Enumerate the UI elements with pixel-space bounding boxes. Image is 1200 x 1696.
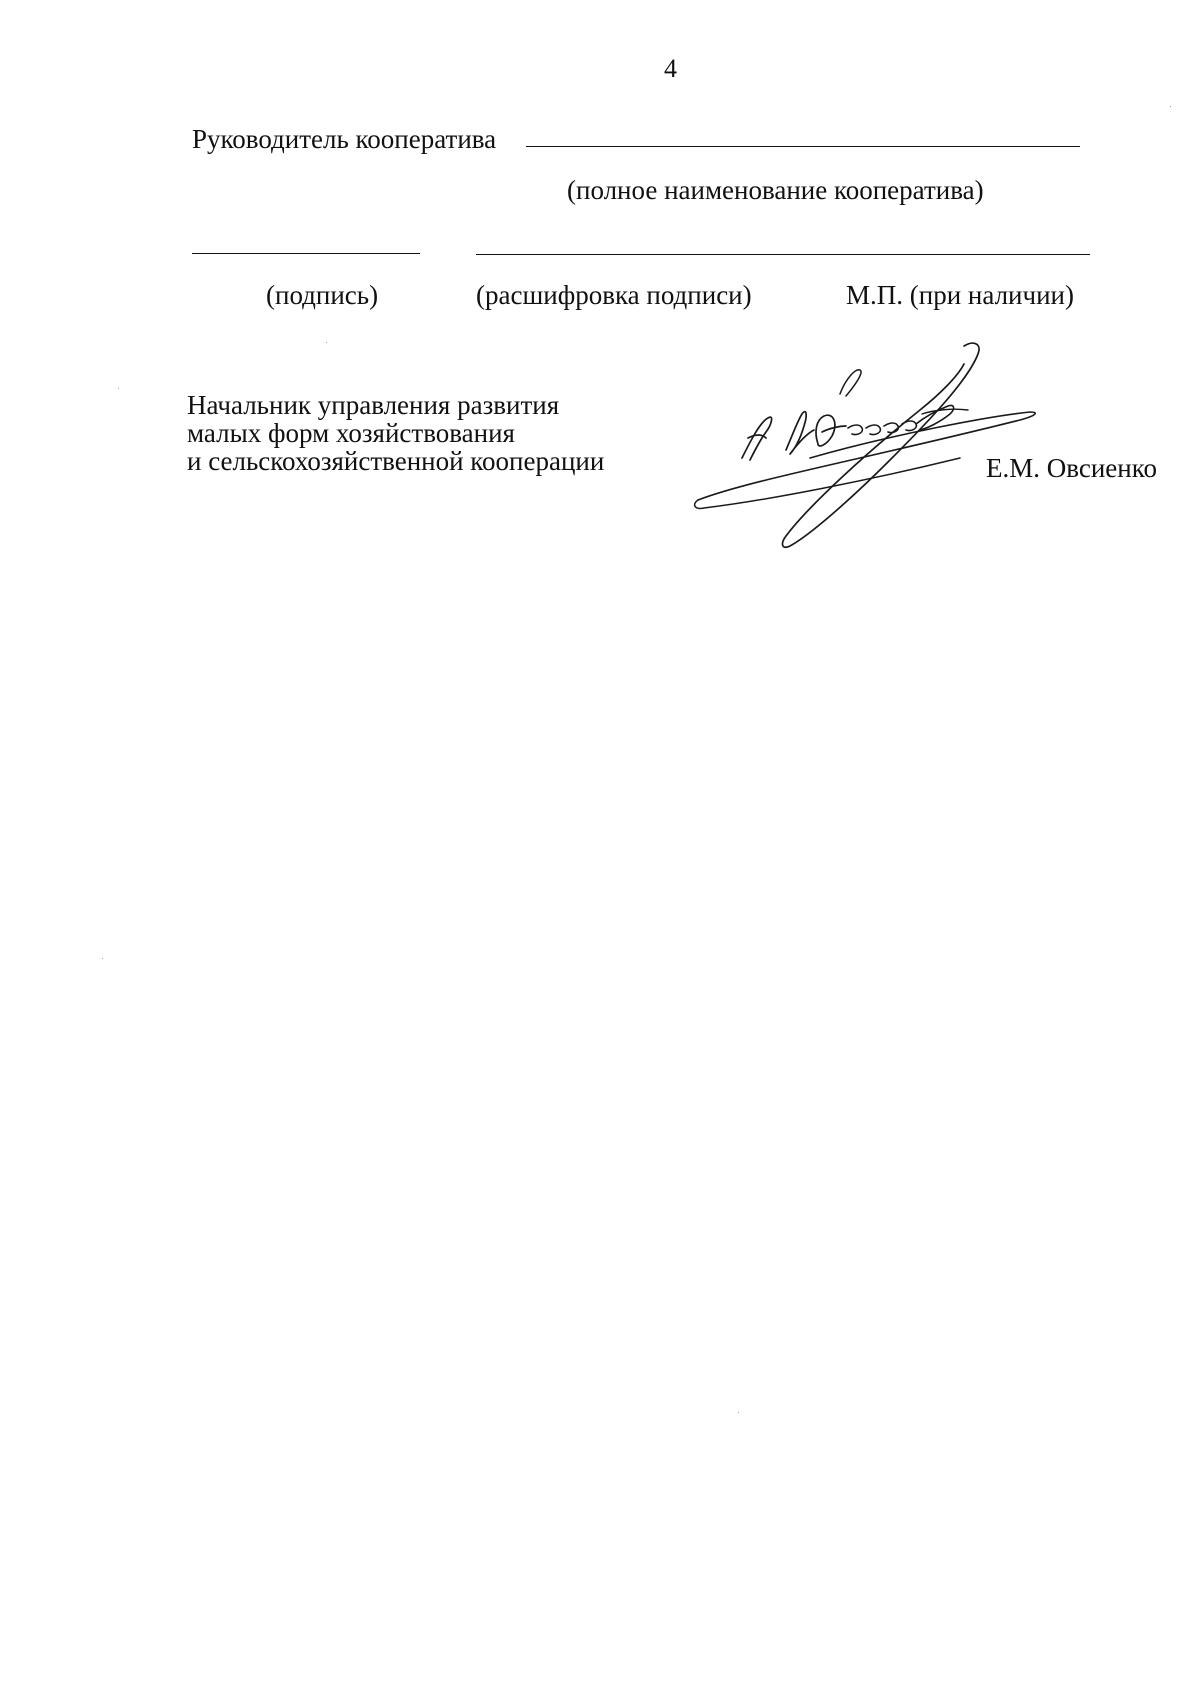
handwritten-signature [690, 340, 1080, 550]
signature-caption: (подпись) [266, 280, 379, 310]
cooperative-head-label: Руководитель кооператива [192, 124, 497, 154]
official-name: Е.М. Овсиенко [986, 453, 1157, 483]
signature-stroke [816, 415, 846, 446]
scan-speck [118, 388, 119, 389]
signature-decode-line [476, 254, 1090, 255]
signature-stroke [840, 370, 861, 396]
signature-decode-caption: (расшифровка подписи) [476, 280, 752, 310]
signature-stroke [698, 412, 1035, 500]
signature-stroke [848, 421, 916, 435]
signature-stroke [922, 409, 968, 414]
org-name-line [526, 146, 1080, 147]
official-title-line: Начальник управления развития [187, 390, 560, 420]
stamp-caption: М.П. (при наличии) [846, 280, 1074, 310]
signature-stroke [786, 412, 814, 454]
official-title [187, 392, 604, 476]
scan-speck [102, 958, 103, 959]
scan-speck [738, 1412, 739, 1413]
signature-line [192, 253, 420, 254]
official-title-line: и сельскохозяйственной кооперации [187, 446, 605, 476]
page-number: 4 [664, 54, 677, 83]
signature-stroke [742, 417, 772, 460]
signature-stroke [783, 343, 980, 547]
official-title-line: малых форм хозяйствования [187, 418, 515, 448]
org-name-caption: (полное наименование кооператива) [567, 175, 984, 205]
scan-speck [1170, 106, 1171, 107]
scan-speck [326, 342, 327, 343]
